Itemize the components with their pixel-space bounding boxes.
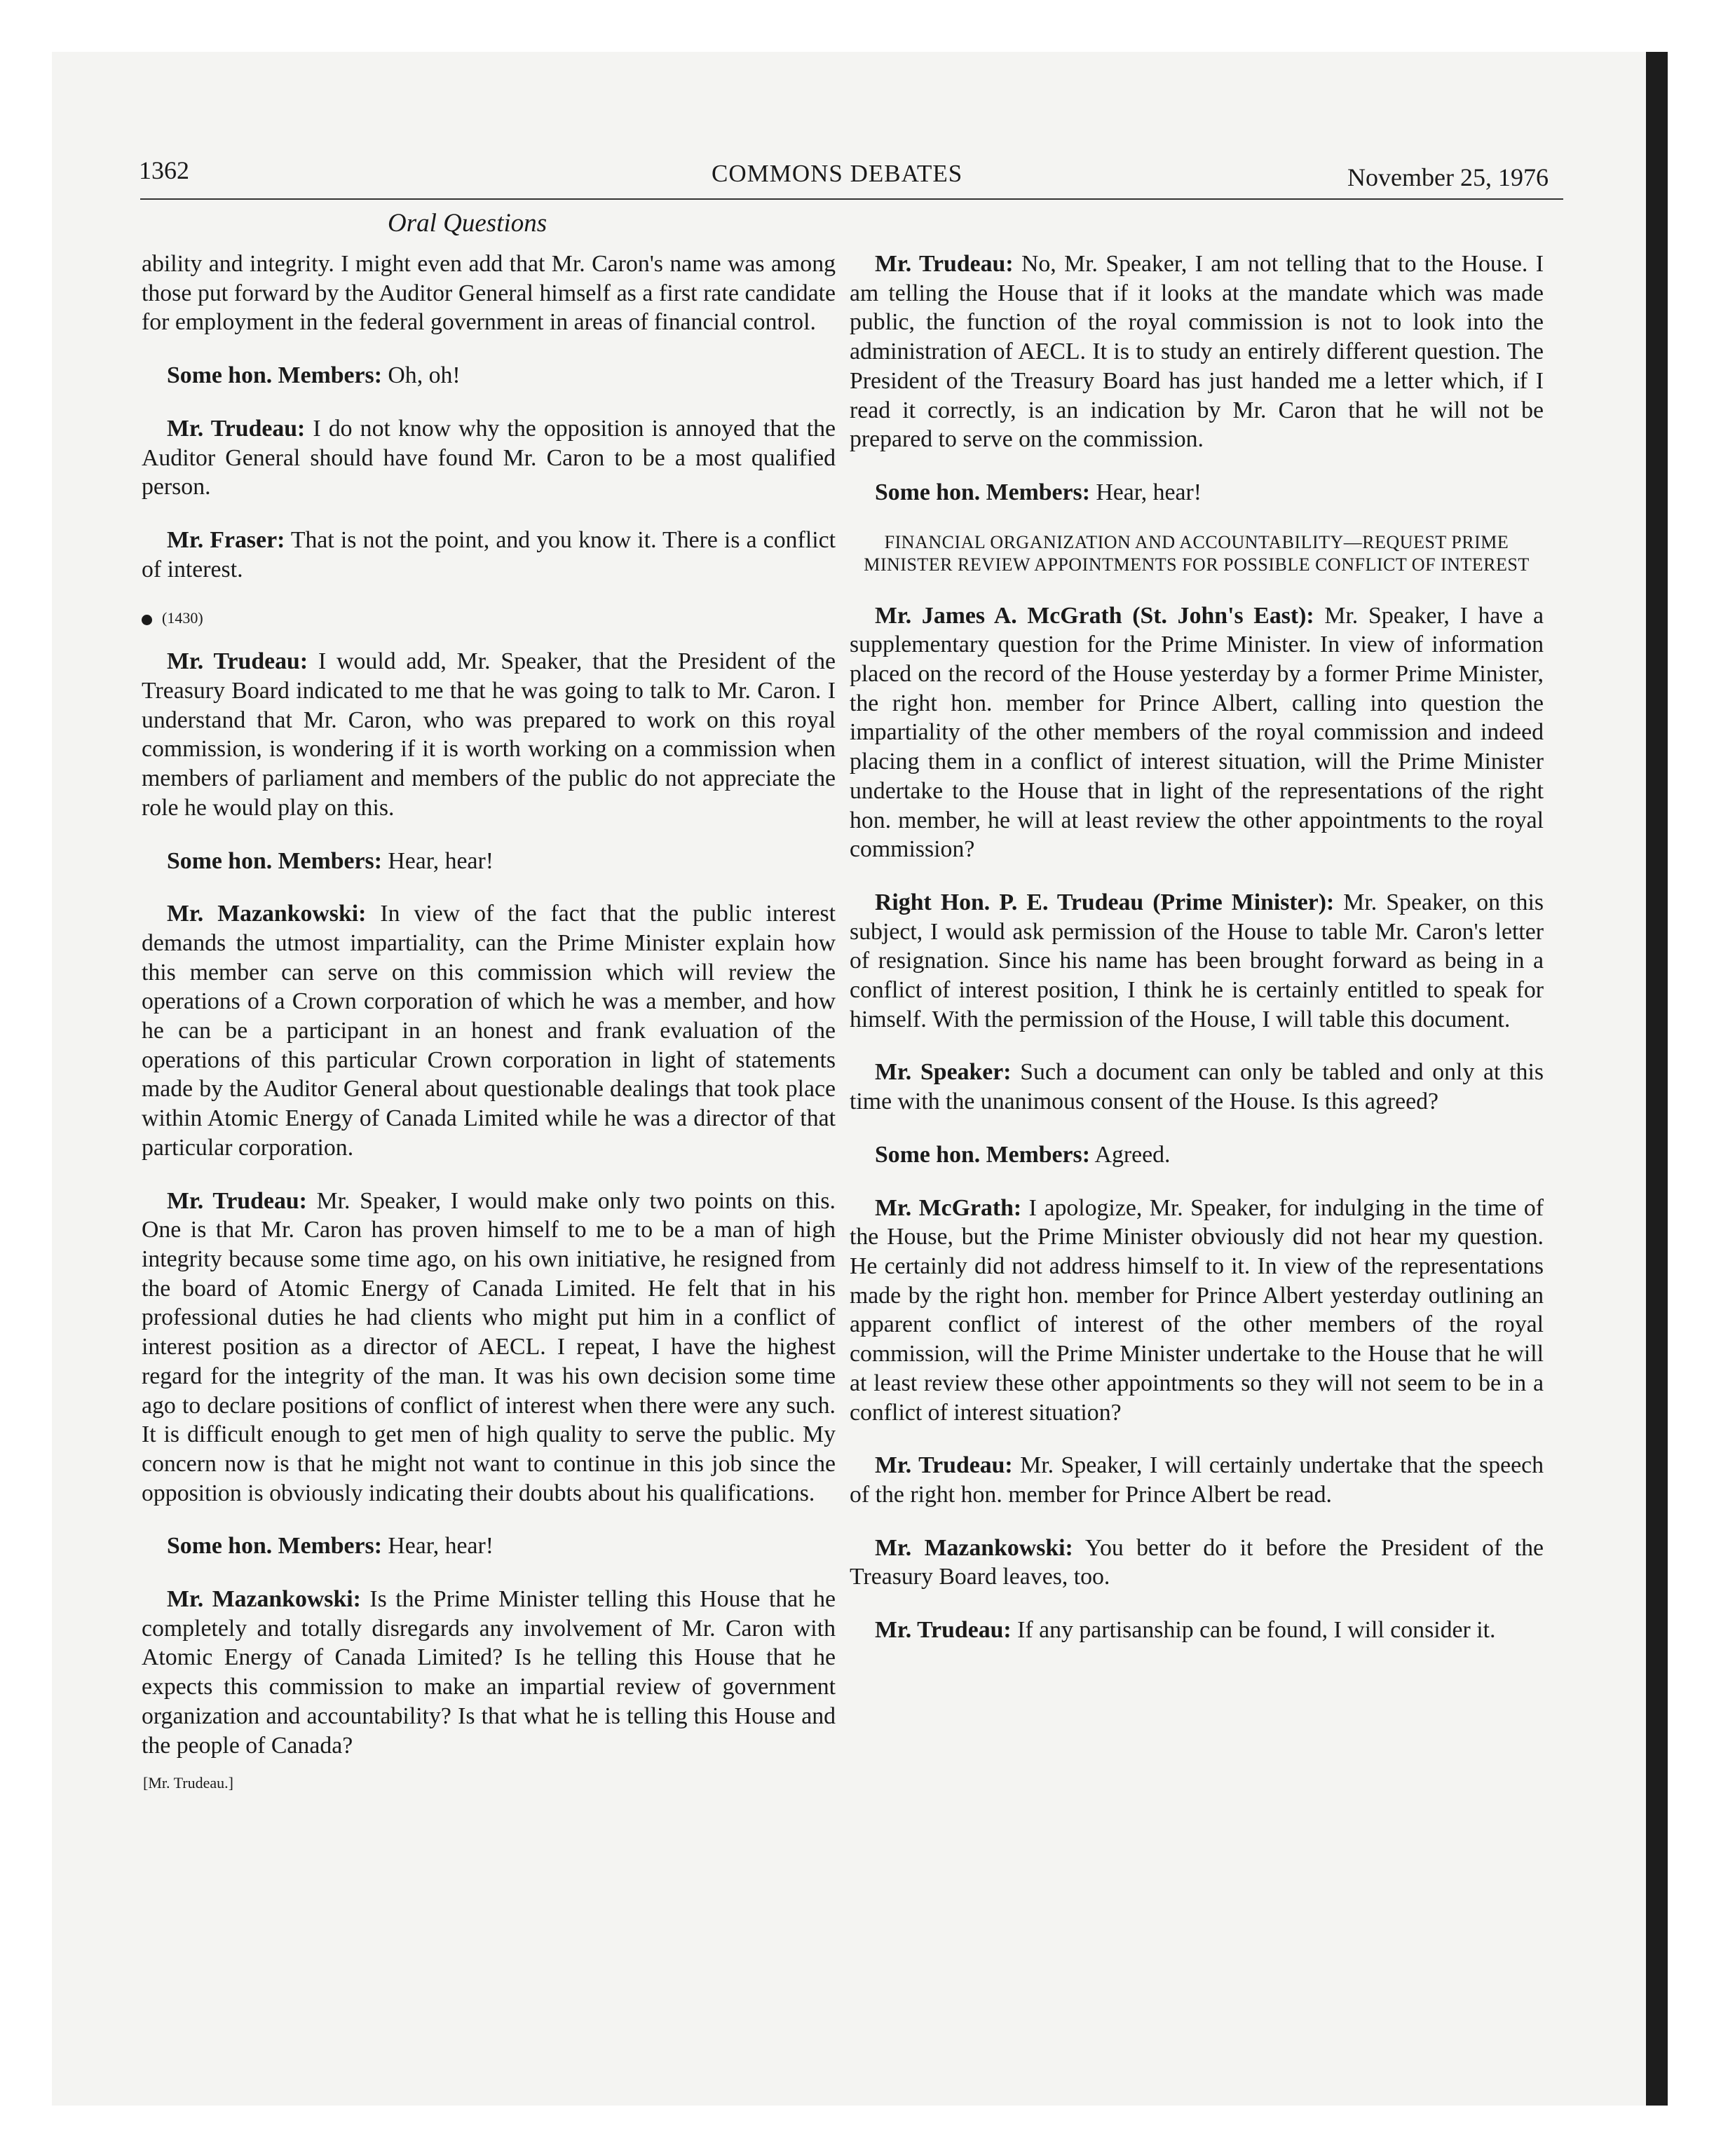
page-date: November 25, 1976 [1347,163,1549,191]
speaker-name: Mr. Fraser: [167,526,285,553]
paragraph [142,250,836,337]
speech-text: Such a document can only be tabled and only at this time with the unanimous consent of the House. Is this agreed? [850,1059,1544,1115]
speech-text: Mr. Speaker, I will certainly undertake that the speech of the right hon. member for Prince Albert be read. [850,1452,1544,1508]
speech-text: Mr. Speaker, on this subject, I would ask permission of the House to table Mr. Caron's letter of resignation. Since his name has been brought forward as being in a conflict of interest position, I think he is certainly entitled to speak for himself. With the permission of the House, I will table this document. [850,889,1544,1032]
speaker-name: Mr. Mazankowski: [167,1586,361,1613]
paragraph [142,1585,836,1760]
speech-text: ability and integrity. I might even add that Mr. Caron's name was among those put forward by the Auditor General himself as a first rate candidate for employment in the federal government in areas of financial control. [142,251,836,336]
scan-edge-shadow [1646,52,1668,2106]
left-column [142,250,836,1798]
bullet-icon [142,615,152,625]
speech-text: I would add, Mr. Speaker, that the President of the Treasury Board indicated to me that he was going to talk to Mr. Caron. I understand that Mr. Caron, who was prepared to work on this royal commission, is wondering if it is worth working on a commission when members of parliament and members of the public do not appreciate the role he would play on this. [142,648,836,821]
speaker-name: Some hon. Members: [875,1141,1090,1168]
paragraph [142,1531,836,1561]
paragraph [850,478,1544,507]
speaker-name: Some hon. Members: [167,362,382,389]
speech-text: I do not know why the opposition is annoyed that the Auditor General should have found Mr. Caron to be a most qualified person. [142,415,836,500]
paragraph [142,526,836,584]
speech-text: No, Mr. Speaker, I am not telling that to the House. I am telling the House that if it looks at the mandate which was made public, the function of the royal commission is not to look into the administration of AECL. It is to study an entirely different question. The President of the Treasury Board has just handed me a letter which, if I read it correctly, is an indication by Mr. Caron that he will not be prepared to serve on the commission. [850,251,1544,453]
page-number: 1362 [139,156,189,184]
speaker-name: Mr. James A. McGrath (St. John's East): [875,602,1314,629]
speaker-name: Mr. Mazankowski: [875,1534,1073,1561]
paragraph [850,888,1544,1035]
speaker-name: Mr. Trudeau: [167,1187,307,1214]
paragraph [142,899,836,1162]
paragraph [142,847,836,876]
speaker-name: Mr. Trudeau: [167,415,306,442]
header-rule [140,198,1563,200]
paragraph [850,250,1544,454]
speaker-name: Mr. Trudeau: [875,1617,1012,1644]
paragraph [142,414,836,502]
speech-text: Oh, oh! [381,362,461,389]
section-label: Oral Questions [388,209,547,238]
speech-text: Hear, hear! [381,847,494,874]
speaker-name: Mr. Trudeau: [167,648,308,675]
timestamp-text: (1430) [162,609,203,627]
paragraph [850,601,1544,864]
speech-text: That is not the point, and you know it. There is a conflict of interest. [142,526,836,582]
paragraph [142,647,836,822]
speaker-name: Mr. Mazankowski: [167,901,367,927]
paragraph [850,1194,1544,1428]
section-heading: FINANCIAL ORGANIZATION AND ACCOUNTABILITY—REQUEST PRIME MINISTER REVIEW APPOINTMENTS FOR POSSIBLE CONFLICT OF INTEREST [864,531,1530,575]
speech-text: Hear, hear! [381,1533,494,1560]
timestamp-marker [142,608,836,629]
speaker-name: Some hon. Members: [167,1533,382,1560]
paragraph [142,1187,836,1508]
footnote: [Mr. Trudeau.] [143,1774,233,1792]
right-column [850,250,1544,1669]
speech-text: Is the Prime Minister telling this House that he completely and totally disregards any involvement of Mr. Caron with Atomic Energy of Canada Limited? Is he telling this House that he expects this commission to make an impartial review of government organization and accountability? Is that what he is telling this House and the people of Canada? [142,1586,836,1759]
speaker-name: Some hon. Members: [875,479,1090,505]
speaker-name: Mr. Speaker: [875,1059,1012,1086]
paragraph [850,1058,1544,1116]
speech-text: I apologize, Mr. Speaker, for indulging in the time of the House, but the Prime Minister obviously did not hear my question. He certainly did not address himself to it. In view of the representations made by the right hon. member for Prince Albert yesterday outlining an apparent conflict of interest of the other members of the royal commission, will the Prime Minister undertake to the House that he will at least review these other appointments so they will not seem to be in a conflict of interest situation? [850,1194,1544,1426]
speaker-name: Mr. McGrath: [875,1194,1022,1221]
paragraph [850,1534,1544,1592]
speech-text: If any partisanship can be found, I will consider it. [1011,1617,1496,1644]
speech-text: Mr. Speaker, I have a supplementary question for the Prime Minister. In view of information placed on the record of the House yesterday by a former Prime Minister, the right hon. member for Prince Albert, calling into question the impartiality of the other members of the royal commission and indeed placing them in a conflict of interest situation, will the Prime Minister undertake to the House that in light of the representations of the right hon. member, he will at least review the other appointments to the royal commission? [850,602,1544,863]
paragraph [850,1451,1544,1509]
speaker-name: Mr. Trudeau: [875,251,1014,277]
speech-text: Agreed. [1089,1141,1171,1168]
paragraph [850,1140,1544,1170]
speech-text: In view of the fact that the public interest demands the utmost impartiality, can the Prime Minister explain how this member can serve on this commission which will review the operations of a Crown corporation of which he was a member, and how he can be a participant in an honest and frank evaluation of the operations of this particular Crown corporation in light of statements made by the Auditor General about questionable dealings that took place within Atomic Energy of Canada Limited while he was a director of that particular corporation. [142,901,836,1161]
speech-text: Mr. Speaker, I would make only two points on this. One is that Mr. Caron has proven himself to me to be a man of high integrity because some time ago, on his own initiative, he resigned from the board of Atomic Energy of Canada Limited. He felt that in his professional duties he had clients who might put him in a conflict of interest position as a director of AECL. I repeat, I have the highest regard for the integrity of the man. It was his own decision some time ago to declare positions of conflict of interest when there were any such. It is difficult enough to get men of high quality to serve the public. My concern now is that he might not want to continue in this job since the opposition is obviously indicating their doubts about his qualifications. [142,1187,836,1506]
speech-text: You better do it before the President of the Treasury Board leaves, too. [850,1534,1544,1590]
speech-text: Hear, hear! [1089,479,1202,505]
speaker-name: Right Hon. P. E. Trudeau (Prime Minister): [875,889,1335,915]
speaker-name: Some hon. Members: [167,847,382,874]
running-head: COMMONS DEBATES [712,160,963,187]
speaker-name: Mr. Trudeau: [875,1452,1013,1479]
paragraph [850,1616,1544,1645]
paragraph [142,361,836,390]
